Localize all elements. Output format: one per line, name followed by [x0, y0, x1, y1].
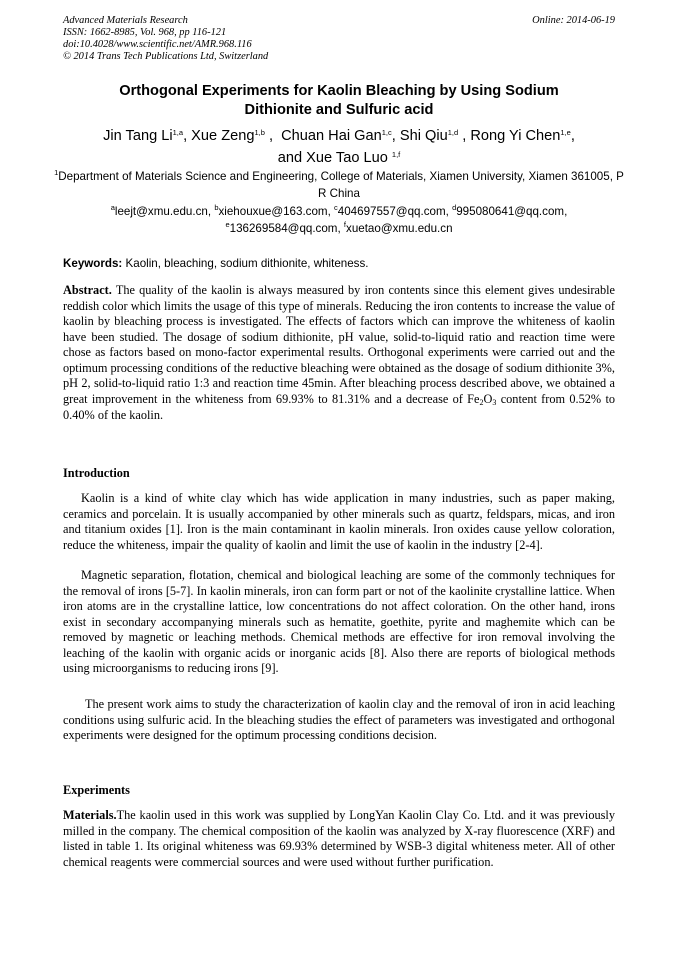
- author-name: Rong Yi Chen: [470, 128, 561, 144]
- email-sup: b: [214, 203, 219, 212]
- experiments-heading: Experiments: [63, 783, 130, 797]
- keywords-text: Kaolin, bleaching, sodium dithionite, whiteness.: [125, 257, 369, 270]
- email-sup: c: [334, 203, 338, 212]
- online-date: Online: 2014-06-19: [532, 15, 615, 26]
- author-affil-sup: 1,d: [447, 128, 459, 137]
- email-link[interactable]: 995080641@qq.com: [456, 205, 565, 218]
- author-line-2: [40, 148, 638, 170]
- materials-label: Materials.: [63, 808, 117, 822]
- author-name: Jin Tang Li: [103, 128, 173, 144]
- author-affil-sup: 1,c: [381, 128, 392, 137]
- materials-paragraph: [63, 808, 615, 870]
- email-link[interactable]: 136269584@qq.com: [229, 221, 338, 235]
- journal-issn: ISSN: 1662-8985, Vol. 968, pp 116-121: [63, 27, 227, 38]
- email-link[interactable]: xuetao@xmu.edu.cn: [346, 221, 453, 235]
- intro-paragraph-1: Kaolin is a kind of white clay which has wide application in many industries, such as paper making, ceramics and porcelain. It is usually accompanied by other minerals such as quartz, feldspars, micas, and iron and titanium oxides [1]. Iron is the main contaminant in kaolin minerals. Iron oxides cause yellow coloration, reduce the whiteness, impair the quality of kaolin and limit the use of kaolin in the industry [2-4].: [63, 491, 615, 552]
- email-sup: d: [452, 203, 457, 212]
- author-affil-sup: 1,e: [560, 128, 571, 137]
- email-link[interactable]: 404697557@qq.com: [337, 205, 446, 218]
- keywords: [63, 256, 615, 271]
- abstract-label: Abstract.: [63, 283, 112, 297]
- title-line-2: Dithionite and Sulfuric acid: [244, 102, 434, 118]
- abstract-text: The quality of the kaolin is always measured by iron contents since this element gives undesirable reddish color which limits the usage of this type of minerals. Reducing the iron contents to increase the value of kaolin by bleaching process is investigated. The effects of factors which can improve the whiteness of kaolin have been studied. The dosage of sodium dithionite, pH value, solid-to-liquid ratio and reaction time were chose as factors based on mono-factor experimental results. Orthogonal experiments were carried out and the optimum processing conditions of the reductive bleaching were obtained as the dosage of sodium dithionite 3%, pH 2, solid-to-liquid ratio 1:3 and reaction time 45min. After bleaching process described above, we obtained a great improvement in the whiteness from 69.93% to 81.31% and a decrease of Fe: [63, 283, 615, 406]
- introduction-heading: Introduction: [63, 466, 130, 480]
- paper-title: [70, 82, 608, 120]
- email-line-1: $^a$leejt@xmu.edu.cn, $^b$xiehouxue@163.com, $^c$404697557@qq.com, $^d$995080641@qq.com,: [110, 203, 568, 218]
- author-name: Xue Zeng: [191, 128, 255, 144]
- email-sup: e: [225, 219, 230, 229]
- affiliation-text: Department of Materials Science and Engineering, College of Materials, Xiamen University, Xiamen 361005, P R China: [58, 170, 624, 200]
- materials-text: The kaolin used in this work was supplied by LongYan Kaolin Clay Co. Ltd. and it was previously milled in the company. The chemical composition of the kaolin was analyzed by X-ray fluorescence (XRF) and listed in table 1. Its original whiteness was 69.93% determined by WSB-3 digital whiteness meter. All of other chemical reagents were commercial sources and were used without further purification.: [63, 808, 615, 869]
- email-link[interactable]: xiehouxue@163.com: [218, 205, 328, 218]
- email-sup: f: [343, 219, 347, 229]
- intro-paragraph-3: The present work aims to study the characterization of kaolin clay and the removal of iron in acid leaching conditions using sulfuric acid. In the bleaching studies the effect of parameters was investigated and orthogonal experiments were designed for the optimum processing conditions decision.: [63, 697, 615, 742]
- formula-subscript: 2: [479, 397, 484, 407]
- title-line-1: Orthogonal Experiments for Kaolin Bleaching by Using Sodium: [119, 83, 559, 99]
- email-sup: a: [110, 203, 115, 212]
- formula-subscript: 3: [492, 397, 497, 407]
- formula-element: O: [483, 391, 493, 406]
- author-affil-sup: 1,a: [172, 128, 184, 137]
- keywords-label: Keywords:: [63, 257, 123, 270]
- journal-info: [63, 15, 268, 63]
- journal-copyright: © 2014 Trans Tech Publications Ltd, Switzerland: [63, 51, 269, 62]
- email-list: [50, 204, 628, 237]
- abstract: [63, 283, 615, 424]
- abstract-text-end: content from 0.52% to 0.40% of the kaolin.: [63, 391, 616, 422]
- email-link[interactable]: leejt@xmu.edu.cn: [114, 205, 208, 218]
- author-name: Chuan Hai Gan: [281, 128, 382, 144]
- author-line-1: Jin Tang Li$^{1,a}$, Xue Zeng$^{1,b}$ , Chuan Hai Gan$^{1,c}$, Shi Qiu$^{1,d}$ , Rong Yi Chen$^{1,e}$,: [103, 128, 575, 144]
- journal-doi: doi:10.4028/www.scientific.net/AMR.968.116: [63, 39, 252, 50]
- email-line-2: $^e$136269584@qq.com, $^f$xuetao@xmu.edu.cn: [225, 219, 453, 235]
- author-list: [40, 126, 638, 170]
- author-name: Shi Qiu: [399, 128, 448, 144]
- affiliation: [50, 169, 628, 201]
- intro-paragraph-2: Magnetic separation, flotation, chemical and biological leaching are some of the commonly techniques for the removal of irons [5-7]. In kaolin minerals, iron can form part or not of the kaolinite crystalline lattice. When iron atoms are in the crystalline lattice, low concentrations do not affect coloration. On the other hand, irons exist in secondary accompanying minerals such as hematite, goethite, pyrite and maghemite which can be removed by magnetic or leaching methods. Chemical methods are effective for iron removal involving the leaching of the kaolin with organic acids or inorganic acids [8]. Also there are reports of biological methods using microorganisms to reducing irons [9].: [63, 568, 615, 675]
- author-name: and Xue Tao Luo: [277, 150, 388, 166]
- journal-name: Advanced Materials Research: [63, 15, 188, 26]
- author-affil-sup: 1,b: [254, 128, 265, 137]
- affiliation-sup: 1: [54, 168, 59, 177]
- author-affil-sup: 1,f: [391, 150, 401, 159]
